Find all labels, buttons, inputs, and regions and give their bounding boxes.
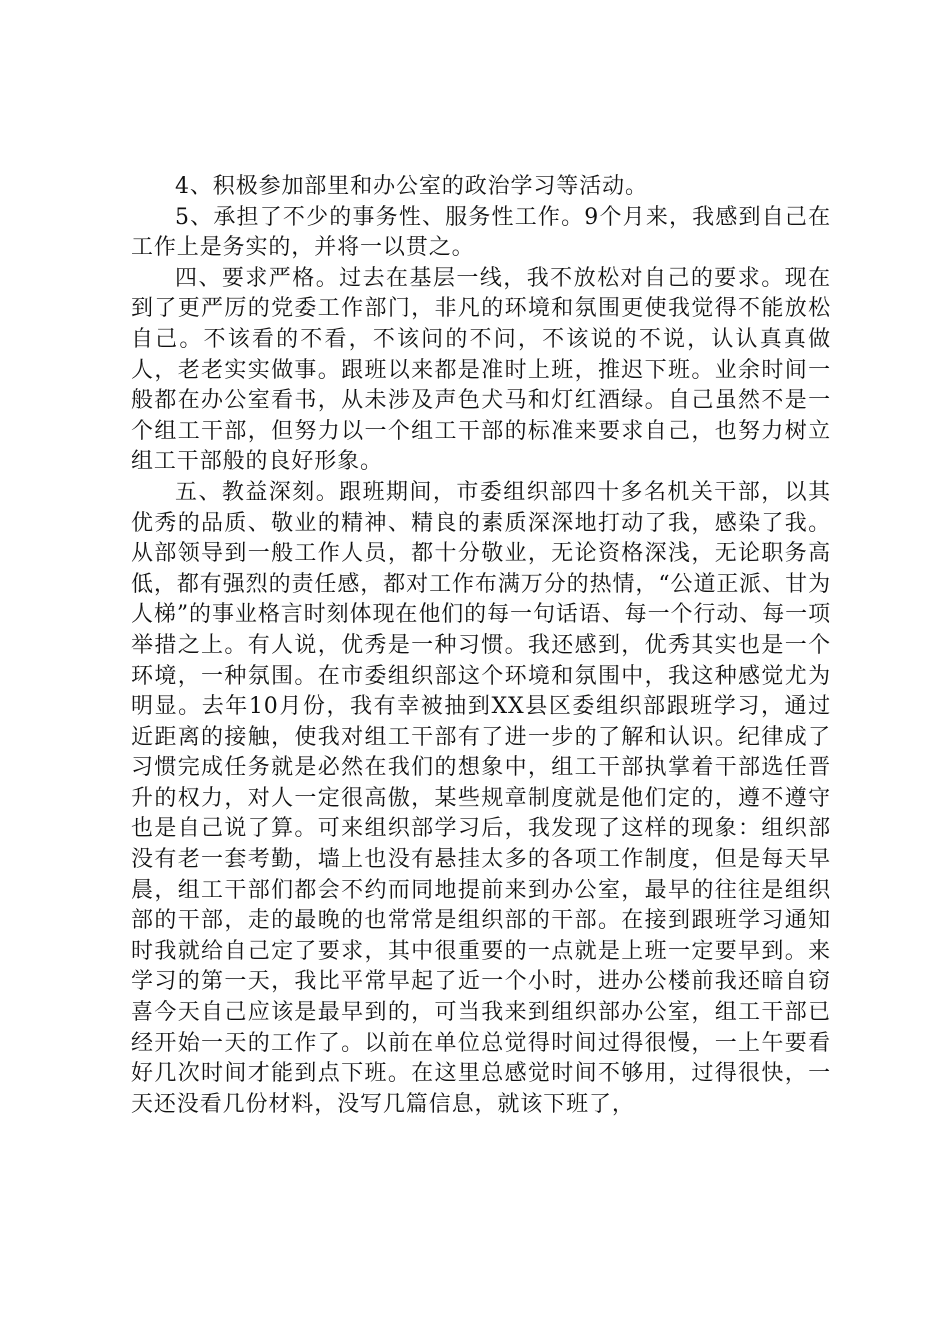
paragraph-item-4: 4、积极参加部里和办公室的政治学习等活动。 — [175, 174, 648, 199]
paragraph-strict-requirements: 四、要求严格。过去在基层一线，我不放松对自己的要求。现在到了更严厉的党委工作部门，非凡的环境和氛围更使我觉得不能放松自己。不该看的不看，不该问的不问，不该说的不说，认认真真做人，老老实实做事。跟班以来都是准时上班，推迟下班。业余时间一般都在办公室看书，从未涉及声色犬马和灯红酒绿。自己虽然不是一个组工干部，但努力以一个组工干部的标准来要求自己，也努力树立组工干部般的良好形象。 — [131, 265, 831, 475]
document-body — [131, 172, 831, 1120]
paragraph-profound-lessons: 五、教益深刻。跟班期间，市委组织部四十多名机关干部，以其优秀的品质、敬业的精神、精良的素质深深地打动了我，感染了我。从部领导到一般工作人员，都十分敬业，无论资格深浅，无论职务高低，都有强烈的责任感，都对工作布满万分的热情，“公道正派、甘为人梯”的事业格言时刻体现在他们的每一句话语、每一个行动、每一项举措之上。有人说，优秀是一种习惯。我还感到，优秀其实也是一个环境，一种氛围。在市委组织部这个环境和氛围中，我这种感觉尤为明显。去年10月份，我有幸被抽到XX县区委组织部跟班学习，通过近距离的接触，使我对组工干部有了进一步的了解和认识。纪律成了习惯完成任务就是必然在我们的想象中，组工干部执掌着干部选任晋升的权力，对人一定很高傲，某些规章制度就是他们定的，遵不遵守也是自己说了算。可来组织部学习后，我发现了这样的现象：组织部没有老一套考勤，墙上也没有悬挂太多的各项工作制度，但是每天早晨，组工干部们都会不约而同地提前来到办公室，最早的往往是组织部的干部，走的最晚的也常常是组织部的干部。在接到跟班学习通知时我就给自己定了要求，其中很重要的一点就是上班一定要早到。来学习的第一天，我比平常早起了近一个小时，进办公楼前我还暗自窃喜今天自己应该是最早到的，可当我来到组织部办公室，组工干部已经开始一天的工作了。以前在单位总觉得时间过得很慢，一上午要看好几次时间才能到点下班。在这里总感觉时间不够用，过得很快，一天还没看几份材料，没写几篇信息，就该下班了， — [131, 479, 831, 1117]
paragraph-item-5: 5、承担了不少的事务性、服务性工作。9个月来，我感到自己在工作上是务实的，并将一以贯之。 — [131, 204, 831, 261]
